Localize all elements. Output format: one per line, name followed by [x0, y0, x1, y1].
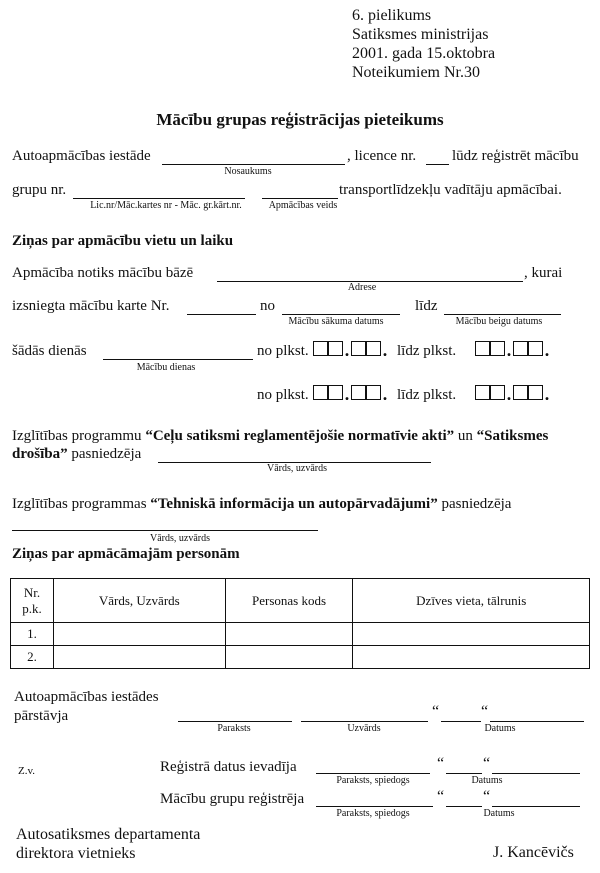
cell-address[interactable]: [353, 646, 590, 669]
program-2-name: “Tehniskā informācija un autopārvadājumi”: [150, 496, 438, 512]
group-number-caption: Lic.nr/Māc.kartes nr - Māc. gr.kārt.nr.: [90, 200, 242, 211]
days-field[interactable]: [103, 359, 253, 360]
group-registrar-date-field[interactable]: [492, 806, 580, 807]
digit-box[interactable]: [328, 341, 343, 356]
representative-label-line-2: pārstāvja: [14, 708, 69, 724]
training-purpose-text: transportlīdzekļu vadītāju apmācībai.: [339, 182, 562, 198]
licence-label: , licence nr.: [347, 148, 417, 164]
date-quote-open: “: [432, 703, 440, 720]
school-name-caption: Nosaukums: [224, 166, 272, 177]
digit-box[interactable]: [351, 385, 366, 400]
registrar-signature-field[interactable]: [316, 773, 430, 774]
digit-box[interactable]: [490, 385, 505, 400]
program-2-teacher-field[interactable]: [12, 530, 318, 531]
appendix-header: [352, 6, 495, 82]
request-text: lūdz reģistrēt mācību: [452, 148, 579, 164]
digit-box[interactable]: [528, 341, 543, 356]
cell-code[interactable]: [225, 646, 353, 669]
date-quote-open: “: [437, 755, 445, 772]
representative-signature-field[interactable]: [178, 721, 292, 722]
time-separator: .: [544, 340, 550, 360]
time-separator: .: [344, 340, 350, 360]
card-number-label: izsniegta mācību karte Nr.: [12, 298, 170, 314]
cell-code[interactable]: [225, 623, 353, 646]
section-trainees-heading: Ziņas par apmācāmajām personām: [12, 546, 240, 562]
end-date-field[interactable]: [444, 314, 561, 315]
representative-label-line-1: Autoapmācības iestādes: [14, 689, 159, 705]
cell-name[interactable]: [53, 623, 225, 646]
digit-box[interactable]: [366, 385, 381, 400]
end-date-caption: Mācību beigu datums: [455, 316, 543, 327]
program-2-line: [12, 496, 511, 513]
date-quote-open: “: [437, 788, 445, 805]
licence-number-field[interactable]: [426, 164, 449, 165]
col-header-address: Dzīves vieta, tālrunis: [353, 579, 590, 623]
start-date-field[interactable]: [282, 314, 400, 315]
time-separator: .: [506, 340, 512, 360]
digit-box[interactable]: [366, 341, 381, 356]
program-1-name-2b: drošība”: [12, 446, 68, 462]
table-row: [11, 623, 590, 646]
time-from-boxes-2[interactable]: [313, 384, 389, 404]
base-label-end: , kurai: [524, 265, 563, 281]
digit-box[interactable]: [490, 341, 505, 356]
time-to-boxes-2[interactable]: [475, 384, 551, 404]
start-date-caption: Mācību sākuma datums: [288, 316, 384, 327]
training-type-field[interactable]: [262, 198, 338, 199]
col-header-nr: [11, 579, 54, 623]
card-number-field[interactable]: [187, 314, 256, 315]
registrar-label: Reģistrā datus ievadīja: [160, 759, 297, 775]
footer-signer: J. Kancēvičs: [493, 844, 574, 861]
days-label: šādās dienās: [12, 343, 87, 359]
table-row: [11, 646, 590, 669]
program-1-suffix: pasniedzēja: [67, 446, 142, 462]
col-header-nr-label: Nr. p.k.: [22, 584, 42, 616]
time-separator: .: [382, 340, 388, 360]
representative-surname-caption: Uzvārds: [347, 723, 381, 734]
digit-box[interactable]: [528, 385, 543, 400]
time-from-boxes[interactable]: [313, 340, 389, 360]
registrar-date-caption: Datums: [471, 775, 503, 786]
group-registrar-day-field[interactable]: [446, 806, 482, 807]
section-location-heading: Ziņas par apmācību vietu un laiku: [12, 233, 234, 249]
time-from-label: no plkst.: [257, 343, 309, 359]
time-to-label-2: līdz plkst.: [397, 387, 457, 403]
days-caption: Mācību dienas: [136, 362, 196, 373]
time-separator: .: [344, 384, 350, 404]
row-number: 2.: [11, 646, 54, 669]
representative-label: [14, 688, 159, 726]
program-2-prefix: Izglītības programmas: [12, 496, 151, 512]
base-label: Apmācība notiks mācību bāzē: [12, 265, 194, 281]
digit-box[interactable]: [513, 341, 528, 356]
col-header-code: Personas kods: [225, 579, 353, 623]
group-registrar-date-caption: Datums: [483, 808, 515, 819]
digit-box[interactable]: [475, 341, 490, 356]
program-2-suffix: pasniedzēja: [437, 496, 512, 512]
date-quote-close: “: [481, 703, 489, 720]
row-number: 1.: [11, 623, 54, 646]
program-1-name-1: “Ceļu satiksmi reglamentējošie normatīvie akti”: [145, 428, 455, 444]
table-header-row: [11, 579, 590, 623]
base-address-caption: Adrese: [347, 282, 377, 293]
digit-box[interactable]: [328, 385, 343, 400]
group-registrar-signature-caption: Paraksts, spiedogs: [336, 808, 410, 819]
time-to-label: līdz plkst.: [397, 343, 457, 359]
school-label: Autoapmācības iestāde: [12, 148, 151, 164]
header-line-2: Satiksmes ministrijas: [352, 26, 489, 43]
date-quote-close: “: [483, 755, 491, 772]
col-header-name: Vārds, Uzvārds: [53, 579, 225, 623]
program-1-line-2: [12, 446, 141, 463]
school-name-field[interactable]: [162, 164, 345, 165]
registrar-day-field[interactable]: [446, 773, 482, 774]
cell-address[interactable]: [353, 623, 590, 646]
trainees-table: [10, 578, 590, 669]
time-from-label-2: no plkst.: [257, 387, 309, 403]
program-2-teacher-caption: Vārds, uzvārds: [150, 533, 210, 544]
program-1-prefix: Izglītības programmu: [12, 428, 146, 444]
registrar-signature-caption: Paraksts, spiedogs: [336, 775, 410, 786]
digit-box[interactable]: [351, 341, 366, 356]
group-registrar-label: Mācību grupu reģistrēja: [160, 791, 305, 807]
time-separator: .: [382, 384, 388, 404]
document-title: Mācību grupas reģistrācijas pieteikums: [156, 110, 444, 129]
representative-surname-field[interactable]: [301, 721, 428, 722]
start-date-label: no: [260, 298, 275, 314]
representative-date-field[interactable]: [490, 721, 584, 722]
time-separator: .: [506, 384, 512, 404]
program-1-and: un: [454, 428, 477, 444]
time-separator: .: [544, 384, 550, 404]
cell-name[interactable]: [53, 646, 225, 669]
digit-box[interactable]: [313, 385, 328, 400]
header-line-1: 6. pielikums: [352, 7, 432, 24]
header-line-3: 2001. gada 15.oktobra: [352, 45, 496, 62]
date-quote-close: “: [483, 788, 491, 805]
group-number-field[interactable]: [73, 198, 245, 199]
digit-box[interactable]: [513, 385, 528, 400]
digit-box[interactable]: [475, 385, 490, 400]
header-line-4: Noteikumiem Nr.30: [352, 64, 480, 81]
footer-line-2: direktora vietnieks: [16, 845, 136, 862]
end-date-label: līdz: [415, 298, 438, 314]
group-registrar-signature-field[interactable]: [316, 806, 433, 807]
representative-signature-caption: Paraksts: [217, 723, 251, 734]
footer-line-1: Autosatiksmes departamenta: [16, 826, 201, 843]
stamp-place-label: Z.v.: [18, 765, 36, 777]
footer-title: [16, 825, 200, 863]
program-1-line-1: [12, 428, 548, 445]
program-1-name-2a: “Satiksmes: [476, 428, 549, 444]
program-1-teacher-caption: Vārds, uzvārds: [267, 463, 327, 474]
representative-date-caption: Datums: [484, 723, 516, 734]
representative-day-field[interactable]: [441, 721, 481, 722]
registrar-date-field[interactable]: [492, 773, 580, 774]
time-to-boxes[interactable]: [475, 340, 551, 360]
training-type-caption: Apmācības veids: [268, 200, 338, 211]
digit-box[interactable]: [313, 341, 328, 356]
group-number-label: grupu nr.: [12, 182, 67, 198]
